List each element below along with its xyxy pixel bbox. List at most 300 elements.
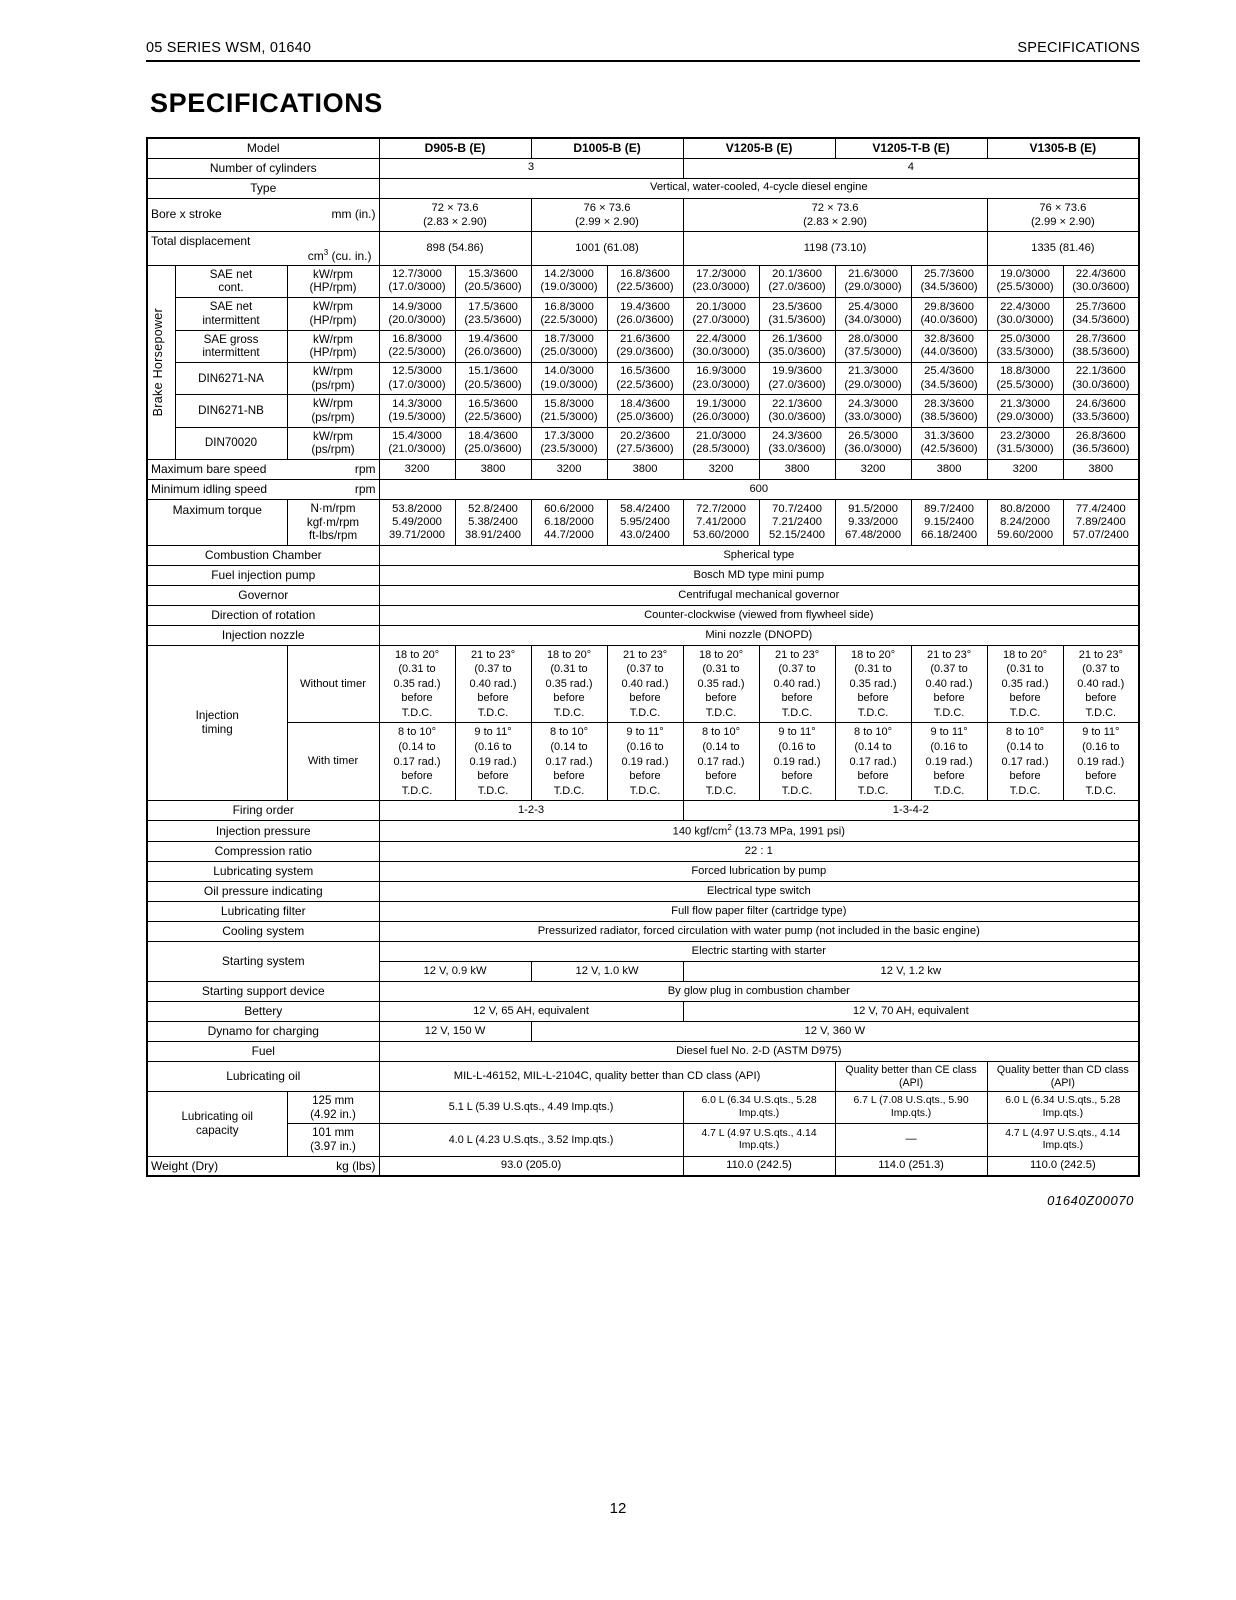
max-torque-col-3-nm: 58.4/2400 [620, 502, 670, 515]
hp-row-4-col-0-kw: 14.3/3000 [392, 397, 442, 410]
injection-timing-without-col-3 [607, 645, 683, 723]
displacement-unit-post: (cu. in.) [328, 248, 372, 263]
model-label: Model [147, 138, 379, 158]
hp-row-5-col-7-kw: 31.3/3600 [924, 429, 974, 442]
injection-pressure-value [379, 821, 1139, 842]
fuel-injection-pump-value: Bosch MD type mini pump [379, 565, 1139, 585]
type-value: Vertical, water-cooled, 4-cycle diesel engine [379, 178, 1139, 198]
hp-row-5-col-4-kw: 21.0/3000 [696, 429, 746, 442]
injection-timing-with-col-5 [759, 723, 835, 801]
t-t6-l5: T.D.C. [857, 784, 889, 797]
hp-row-3-col-9-ps: (30.0/3600) [1072, 378, 1130, 391]
injection-timing-without-col-0 [379, 645, 455, 723]
hp-row-1-name-l2: intermittent [202, 313, 260, 327]
oil-capacity-125mm-v1: 5.1 L (5.39 U.S.qts., 4.49 Imp.qts.) [379, 1092, 683, 1124]
hp-row-0-col-5-kw: 20.1/3600 [772, 268, 822, 281]
hp-row-2-col-8 [987, 330, 1063, 362]
t-w3-l5: T.D.C. [629, 706, 661, 719]
hp-row-3-col-2-kw: 14.0/3000 [544, 365, 594, 378]
table-row-max-bare-speed [147, 459, 1139, 479]
min-idling-speed-label [147, 479, 379, 499]
hp-row-2-col-2-kw: 18.7/3000 [544, 332, 594, 345]
hp-row-0-col-3-kw: 16.8/3600 [620, 268, 670, 281]
hp-row-1-col-5-hp: (31.5/3600) [768, 313, 826, 326]
hp-row-2-unit-l2: (HP/rpm) [309, 346, 357, 360]
max-torque-col-5-kgf: 7.21/2400 [772, 515, 822, 528]
t-t0-l5: T.D.C. [401, 784, 433, 797]
bore-stroke-d1005b [531, 198, 683, 231]
t-w3-l2: (0.37 to [626, 663, 664, 676]
hp-row-1-col-0-kw: 14.9/3000 [392, 300, 442, 313]
oil-capacity-101mm-v2: 4.7 L (4.97 U.S.qts., 4.14 Imp.qts.) [683, 1124, 835, 1156]
hp-row-4-col-9-ps: (33.5/3600) [1072, 410, 1130, 423]
table-row-injection-pressure [147, 821, 1139, 842]
hp-row-3-col-6-kw: 21.3/3000 [848, 365, 898, 378]
hp-row-5-col-3-ps: (27.5/3600) [616, 443, 674, 456]
oil-capacity-size-125mm [287, 1092, 379, 1124]
t-w5-l1: 21 to 23° [774, 648, 820, 661]
max-torque-col-1-kgf: 5.38/2400 [468, 515, 518, 528]
table-row-model [147, 138, 1139, 158]
table-row-displacement [147, 231, 1139, 265]
hp-row-4-col-9-kw: 24.6/3600 [1075, 397, 1126, 410]
hp-row-2-col-7-kw: 32.8/3600 [924, 332, 974, 345]
table-row-lubricating-oil [147, 1062, 1139, 1092]
hp-row-5-col-0-kw: 15.4/3000 [392, 429, 442, 442]
model-v1205tb: V1205-T-B (E) [835, 138, 987, 158]
t-t9-l1: 9 to 11° [1082, 726, 1120, 739]
t-w1-l3: 0.40 rad.) [469, 677, 517, 690]
hp-row-5-name-l1: DIN70020 [204, 436, 258, 450]
bore-stroke-d905b-in: (2.83 × 2.90) [423, 215, 487, 228]
injection-timing-without-col-2 [531, 645, 607, 723]
hp-row-3-col-0-kw: 12.5/3000 [392, 365, 442, 378]
t-t5-l4: before [781, 770, 813, 783]
displacement-label [147, 231, 379, 265]
displacement-name: Total displacement [151, 233, 251, 248]
oil-capacity-size-125mm-l1: 125 mm [312, 1094, 354, 1107]
hp-row-5-col-2 [531, 427, 607, 459]
t-t6-l4: before [857, 770, 889, 783]
hp-row-2-col-0-hp: (22.5/3000) [388, 346, 446, 359]
oil-capacity-125mm-v4: 6.0 L (6.34 U.S.qts., 5.28 Imp.qts.) [987, 1092, 1139, 1124]
table-row-hp-din70020 [147, 427, 1139, 459]
max-torque-col-3-ft: 43.0/2400 [620, 528, 670, 541]
injection-timing-label [147, 645, 287, 800]
combustion-chamber-value: Spherical type [379, 545, 1139, 565]
t-t2-l2: (0.14 to [550, 740, 588, 753]
hp-row-3-col-1 [455, 362, 531, 394]
weight-d1005b: 110.0 (242.5) [683, 1156, 835, 1176]
max-torque-col-2-ft: 44.7/2000 [544, 528, 594, 541]
max-bare-speed-unit: rpm [354, 462, 376, 477]
hp-row-4-col-6 [835, 395, 911, 427]
t-w6-l4: before [857, 692, 889, 705]
t-t6-l1: 8 to 10° [854, 726, 893, 739]
t-t0-l2: (0.14 to [398, 740, 436, 753]
max-torque-col-6-kgf: 9.33/2000 [848, 515, 898, 528]
max-torque-col-0-ft: 39.71/2000 [389, 528, 446, 541]
t-w8-l5: T.D.C. [1009, 706, 1041, 719]
hp-row-3-col-3 [607, 362, 683, 394]
injection-timing-with-col-2 [531, 723, 607, 801]
hp-row-2-unit-l1: kW/rpm [313, 332, 353, 346]
hp-row-1-col-7-kw: 29.8/3600 [924, 300, 974, 313]
min-idling-speed-value: 600 [379, 479, 1139, 499]
hp-row-5-col-8-ps: (31.5/3000) [996, 443, 1054, 456]
t-t7-l3: 0.19 rad.) [925, 755, 973, 768]
hp-row-2-col-7 [911, 330, 987, 362]
starting-system-d1005b: 12 V, 1.0 kW [531, 962, 683, 982]
hp-row-0-unit-l1: kW/rpm [313, 267, 353, 281]
hp-row-1-col-4-kw: 20.1/3000 [696, 300, 746, 313]
hp-row-1-col-3 [607, 298, 683, 330]
t-t1-l2: (0.16 to [474, 740, 512, 753]
max-torque-col-7-nm: 89.7/2400 [924, 502, 974, 515]
hp-row-4-col-7 [911, 395, 987, 427]
table-row-hp-sae-net-cont [147, 265, 1139, 297]
oil-pressure-indicating-label: Oil pressure indicating [147, 882, 379, 902]
t-t4-l4: before [705, 770, 737, 783]
hp-row-5-col-0 [379, 427, 455, 459]
table-row-lubricating-filter [147, 902, 1139, 922]
hp-row-3-col-0 [379, 362, 455, 394]
hp-row-0-col-3 [607, 265, 683, 297]
t-w4-l3: 0.35 rad.) [697, 677, 745, 690]
hp-row-0-col-2-hp: (19.0/3000) [540, 281, 598, 294]
hp-row-2-col-1-hp: (26.0/3600) [464, 346, 522, 359]
header-divider [146, 60, 1140, 62]
hp-row-0-col-0-hp: (17.0/3000) [388, 281, 446, 294]
injection-timing-without-col-1 [455, 645, 531, 723]
bore-stroke-name: Bore x stroke [151, 207, 222, 222]
t-w7-l1: 21 to 23° [926, 648, 972, 661]
cooling-system-label: Cooling system [147, 922, 379, 942]
hp-row-4-col-0-ps: (19.5/3000) [388, 410, 446, 423]
t-w6-l1: 18 to 20° [850, 648, 896, 661]
hp-row-1-col-9 [1063, 298, 1139, 330]
hp-row-0-col-6-kw: 21.6/3000 [848, 268, 898, 281]
lubricating-oil-v2: Quality better than CE class (API) [835, 1062, 987, 1092]
hp-row-3-col-8-ps: (25.5/3000) [996, 378, 1054, 391]
hp-row-0-col-8-hp: (25.5/3000) [996, 281, 1054, 294]
hp-row-1-col-4-hp: (27.0/3000) [692, 313, 750, 326]
hp-row-1-unit-l1: kW/rpm [313, 300, 353, 314]
hp-row-5-col-3 [607, 427, 683, 459]
hp-row-2-col-6 [835, 330, 911, 362]
hp-row-3-col-9 [1063, 362, 1139, 394]
displacement-unit-pre: cm [307, 248, 324, 263]
injection-timing-with-col-9 [1063, 723, 1139, 801]
t-t2-l3: 0.17 rad.) [545, 755, 593, 768]
displacement-d1005b: 1001 (61.08) [531, 231, 683, 265]
hp-row-2-col-7-hp: (44.0/3600) [920, 346, 978, 359]
hp-row-0-col-0 [379, 265, 455, 297]
hp-row-3-col-7-ps: (34.5/3600) [920, 378, 978, 391]
hp-row-5-col-6-ps: (36.0/3000) [844, 443, 902, 456]
injection-timing-with-col-4 [683, 723, 759, 801]
t-w2-l4: before [553, 692, 585, 705]
max-bare-speed-col-8: 3200 [987, 459, 1063, 479]
max-torque-col-2-kgf: 6.18/2000 [544, 515, 594, 528]
hp-row-4-col-5-kw: 22.1/3600 [772, 397, 822, 410]
max-torque-col-8-kgf: 8.24/2000 [1000, 515, 1050, 528]
displacement-v1205: 1198 (73.10) [683, 231, 987, 265]
table-row-oil-capacity-101mm [147, 1124, 1139, 1156]
hp-row-3-col-0-ps: (17.0/3000) [388, 378, 446, 391]
hp-row-0-col-5 [759, 265, 835, 297]
max-torque-unit-kgf: kgf·m/rpm [306, 515, 360, 529]
t-t9-l3: 0.19 rad.) [1077, 755, 1125, 768]
hp-row-0-name [175, 265, 287, 297]
max-torque-col-9 [1063, 499, 1139, 545]
hp-row-1-col-2-hp: (22.5/3000) [540, 313, 598, 326]
hp-row-5-name [175, 427, 287, 459]
hp-row-0-col-3-hp: (22.5/3600) [616, 281, 674, 294]
max-bare-speed-label [147, 459, 379, 479]
hp-row-2-col-6-hp: (37.5/3000) [844, 346, 902, 359]
model-v1305b: V1305-B (E) [987, 138, 1139, 158]
weight-label [147, 1156, 379, 1176]
max-torque-col-4 [683, 499, 759, 545]
page-number: 12 [609, 1500, 627, 1517]
max-torque-unit-ft: ft-lbs/rpm [308, 529, 358, 543]
hp-row-4-col-3-ps: (25.0/3600) [616, 410, 674, 423]
hp-row-0-unit-l2: (HP/rpm) [309, 281, 357, 295]
hp-row-4-col-5 [759, 395, 835, 427]
hp-row-3-name-l1: DIN6271-NA [198, 371, 264, 385]
max-torque-col-2-nm: 60.6/2000 [544, 502, 594, 515]
hp-row-0-col-8-kw: 19.0/3000 [1000, 268, 1050, 281]
table-row-combustion-chamber [147, 545, 1139, 565]
max-torque-col-8-ft: 59.60/2000 [997, 528, 1054, 541]
weight-d905b: 93.0 (205.0) [379, 1156, 683, 1176]
hp-row-5-col-4 [683, 427, 759, 459]
hp-row-1-col-1-hp: (23.5/3600) [464, 313, 522, 326]
t-t6-l2: (0.14 to [854, 740, 892, 753]
t-w9-l5: T.D.C. [1085, 706, 1117, 719]
t-w3-l3: 0.40 rad.) [621, 677, 669, 690]
hp-row-1-col-5-kw: 23.5/3600 [772, 300, 822, 313]
hp-row-4-col-9 [1063, 395, 1139, 427]
hp-row-4-col-3 [607, 395, 683, 427]
max-torque-col-5-ft: 52.15/2400 [769, 528, 826, 541]
hp-row-4-name-l1: DIN6271-NB [198, 404, 264, 418]
t-w2-l5: T.D.C. [553, 706, 585, 719]
oil-capacity-size-101mm [287, 1124, 379, 1156]
t-w3-l4: before [629, 692, 661, 705]
brake-horsepower-text: Brake Horsepower [151, 308, 165, 417]
t-t3-l2: (0.16 to [626, 740, 664, 753]
hp-row-0-col-1 [455, 265, 531, 297]
max-torque-col-0-nm: 53.8/2000 [392, 502, 442, 515]
injection-timing-without-col-4 [683, 645, 759, 723]
hp-row-3-col-5-kw: 19.9/3600 [772, 365, 822, 378]
hp-row-0-col-4-kw: 17.2/3000 [696, 268, 746, 281]
table-row-firing-order [147, 801, 1139, 821]
t-t8-l4: before [1009, 770, 1041, 783]
t-w7-l2: (0.37 to [930, 663, 968, 676]
fuel-injection-pump-label: Fuel injection pump [147, 565, 379, 585]
max-torque-col-9-kgf: 7.89/2400 [1075, 515, 1126, 528]
table-row-max-torque [147, 499, 1139, 545]
table-row-hp-sae-gross-intermittent [147, 330, 1139, 362]
hp-row-3-col-4-ps: (23.0/3000) [692, 378, 750, 391]
injection-timing-with-col-7 [911, 723, 987, 801]
hp-row-4-col-1 [455, 395, 531, 427]
t-t8-l5: T.D.C. [1009, 784, 1041, 797]
injection-pressure-pre: 140 kgf/cm [672, 825, 728, 838]
t-t7-l2: (0.16 to [930, 740, 968, 753]
hp-row-3-col-6 [835, 362, 911, 394]
t-t5-l2: (0.16 to [778, 740, 816, 753]
injection-timing-with-col-6 [835, 723, 911, 801]
hp-row-4-col-6-ps: (33.0/3000) [844, 410, 902, 423]
oil-capacity-label-l1: Lubricating oil [181, 1110, 254, 1124]
running-head-left: 05 SERIES WSM, 01640 [146, 40, 312, 56]
compression-ratio-label: Compression ratio [147, 842, 379, 862]
hp-row-2-unit [287, 330, 379, 362]
t-w9-l3: 0.40 rad.) [1077, 677, 1125, 690]
dynamo-label: Dynamo for charging [147, 1022, 379, 1042]
dynamo-d905b: 12 V, 150 W [379, 1022, 531, 1042]
table-row-weight [147, 1156, 1139, 1176]
starting-support-device-value: By glow plug in combustion chamber [379, 982, 1139, 1002]
t-t7-l1: 9 to 11° [930, 726, 968, 739]
hp-row-1-col-8-kw: 22.4/3000 [1000, 300, 1050, 313]
table-row-battery [147, 1002, 1139, 1022]
t-t1-l3: 0.19 rad.) [469, 755, 517, 768]
max-torque-unit-nm: N·m/rpm [310, 501, 356, 515]
hp-row-5-col-1-kw: 18.4/3600 [468, 429, 518, 442]
hp-row-1-unit-l2: (HP/rpm) [309, 313, 357, 327]
starting-system-d905b: 12 V, 0.9 kW [379, 962, 531, 982]
hp-row-1-col-4 [683, 298, 759, 330]
lubricating-system-value: Forced lubrication by pump [379, 862, 1139, 882]
table-row-starting-system-top [147, 942, 1139, 962]
max-torque-col-7-kgf: 9.15/2400 [924, 515, 974, 528]
t-t8-l3: 0.17 rad.) [1001, 755, 1049, 768]
hp-row-2-name [175, 330, 287, 362]
hp-row-3-unit [287, 362, 379, 394]
hp-row-4-col-4-kw: 19.1/3000 [696, 397, 746, 410]
hp-row-0-col-7-hp: (34.5/3600) [920, 281, 978, 294]
hp-row-0-col-9-kw: 22.4/3600 [1075, 268, 1126, 281]
hp-row-2-col-8-kw: 25.0/3000 [1000, 332, 1050, 345]
oil-capacity-label [147, 1092, 287, 1157]
t-t4-l5: T.D.C. [705, 784, 737, 797]
t-t1-l4: before [477, 770, 509, 783]
hp-row-2-col-4 [683, 330, 759, 362]
hp-row-4-col-6-kw: 24.3/3000 [848, 397, 898, 410]
hp-row-5-col-2-ps: (23.5/3000) [540, 443, 598, 456]
max-torque-col-6-ft: 67.48/2000 [845, 528, 902, 541]
hp-row-5-unit-l2: (ps/rpm) [311, 443, 355, 457]
hp-row-5-col-6 [835, 427, 911, 459]
table-row-governor [147, 585, 1139, 605]
bore-stroke-v1205-mm: 72 × 73.6 [811, 201, 859, 214]
hp-row-3-col-2 [531, 362, 607, 394]
t-w9-l1: 21 to 23° [1078, 648, 1123, 661]
hp-row-5-col-9 [1063, 427, 1139, 459]
hp-row-1-col-9-kw: 25.7/3600 [1075, 300, 1126, 313]
hp-row-1-col-6-hp: (34.0/3000) [844, 313, 902, 326]
battery-label: Bettery [147, 1002, 379, 1022]
bore-stroke-v1205-in: (2.83 × 2.90) [803, 215, 867, 228]
injection-timing-without-col-8 [987, 645, 1063, 723]
table-row-cylinders [147, 158, 1139, 178]
hp-row-2-col-9-kw: 28.7/3600 [1075, 332, 1126, 345]
hp-row-5-col-1 [455, 427, 531, 459]
hp-row-0-col-9-hp: (30.0/3600) [1072, 281, 1130, 294]
t-t3-l4: before [629, 770, 661, 783]
max-torque-col-3-kgf: 5.95/2400 [620, 515, 670, 528]
hp-row-5-col-6-kw: 26.5/3000 [848, 429, 898, 442]
bore-stroke-d1005b-mm: 76 × 73.6 [583, 201, 631, 214]
t-w0-l4: before [401, 692, 433, 705]
bore-stroke-v1305b-in: (2.99 × 2.90) [1030, 215, 1095, 228]
firing-order-three-cyl: 1-2-3 [379, 801, 683, 821]
t-w4-l4: before [705, 692, 737, 705]
hp-row-0-col-7-kw: 25.7/3600 [924, 268, 974, 281]
hp-row-2-col-3 [607, 330, 683, 362]
hp-row-4-col-2-ps: (21.5/3000) [540, 410, 598, 423]
table-row-fuel-injection-pump [147, 565, 1139, 585]
max-torque-col-8 [987, 499, 1063, 545]
bore-stroke-unit: mm (in.) [331, 207, 376, 222]
hp-row-1-col-8-hp: (30.0/3000) [996, 313, 1054, 326]
table-row-type [147, 178, 1139, 198]
hp-row-0-col-6-hp: (29.0/3000) [844, 281, 902, 294]
max-bare-speed-col-0: 3200 [379, 459, 455, 479]
lubricating-filter-label: Lubricating filter [147, 902, 379, 922]
t-w5-l3: 0.40 rad.) [773, 677, 821, 690]
t-t0-l4: before [401, 770, 433, 783]
hp-row-0-col-8 [987, 265, 1063, 297]
max-torque-label: Maximum torque [147, 499, 287, 545]
table-row-injection-timing-with [147, 723, 1139, 801]
oil-capacity-label-l2: capacity [195, 1123, 239, 1137]
max-torque-col-7 [911, 499, 987, 545]
t-t5-l3: 0.19 rad.) [773, 755, 821, 768]
hp-row-5-col-2-kw: 17.3/3000 [544, 429, 594, 442]
hp-row-4-col-0 [379, 395, 455, 427]
hp-row-5-unit [287, 427, 379, 459]
t-w8-l2: (0.31 to [1006, 663, 1044, 676]
hp-row-2-col-0-kw: 16.8/3000 [392, 332, 442, 345]
hp-row-5-unit-l1: kW/rpm [313, 429, 353, 443]
t-w2-l3: 0.35 rad.) [545, 677, 593, 690]
cooling-system-value: Pressurized radiator, forced circulation with water pump (not included in the basic engine) [379, 922, 1139, 942]
hp-row-1-col-8 [987, 298, 1063, 330]
bore-stroke-d905b-mm: 72 × 73.6 [431, 201, 479, 214]
table-row-starting-support-device [147, 982, 1139, 1002]
hp-row-5-col-9-ps: (36.5/3600) [1072, 443, 1130, 456]
t-t1-l5: T.D.C. [477, 784, 509, 797]
direction-of-rotation-label: Direction of rotation [147, 605, 379, 625]
starting-system-label: Starting system [147, 942, 379, 982]
max-torque-col-2 [531, 499, 607, 545]
t-w6-l2: (0.31 to [854, 663, 892, 676]
table-row-injection-timing-without [147, 645, 1139, 723]
t-w9-l4: before [1085, 692, 1117, 705]
hp-row-0-col-9 [1063, 265, 1139, 297]
table-row-bore-stroke [147, 198, 1139, 231]
starting-system-v1205-v1305: 12 V, 1.2 kw [683, 962, 1139, 982]
t-t8-l1: 8 to 10° [1006, 726, 1045, 739]
hp-row-0-col-6 [835, 265, 911, 297]
t-w5-l2: (0.37 to [778, 663, 816, 676]
